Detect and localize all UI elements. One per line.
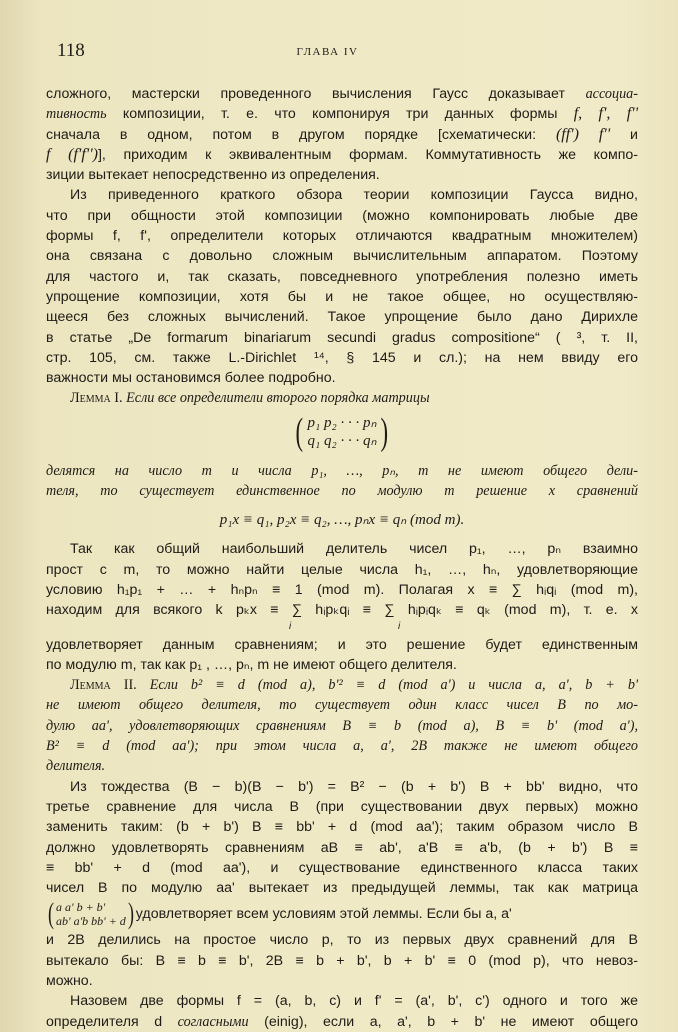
emphasis: согласными — [177, 1013, 249, 1030]
congruence-system: p₁x ≡ q₁, p₂x ≡ q₂, …, pₙx ≡ qₙ (mod m). — [219, 512, 465, 529]
text: сначала в одном, потом в другом порядке [схематически: — [46, 126, 556, 143]
text: определителя d — [46, 1013, 178, 1030]
lemma-statement-line: дулю aa', удовлетворяющих сравнениям B ≡ b (mod a), B ≡ b' (mod a'), — [46, 717, 638, 734]
text-line: находим для всякого k pₖx ≡ ∑ hᵢpₖqᵢ ≡ ∑ hᵢpᵢqₖ ≡ qₖ (mod m), т. е. x — [46, 602, 638, 619]
page-body — [46, 84, 638, 1032]
page-header — [57, 40, 598, 64]
page-number: 118 — [57, 40, 85, 61]
text-line: чисел B по модулю aa' вытекает из предыдущей леммы, так как матрица — [46, 880, 638, 897]
text: и — [610, 126, 638, 143]
proof-lemma-1 — [46, 539, 638, 675]
matrix-row: a a' b + b' — [56, 900, 106, 915]
emphasis: ассоциа- — [585, 86, 638, 102]
text-line: в статье „De formarum binariarum secundi gradus compositione“ ( ³, т. II, — [46, 329, 638, 346]
text: (einig), если a, a', b + b' не имеют общего — [248, 1013, 638, 1030]
text-line: заменить таким: (b + b') B ≡ bb' + d (mod aa'); таким образом число B — [46, 819, 638, 836]
text-line: упрощение композиции, хотя бы и не такое общее, но осуществляю- — [46, 288, 638, 305]
text-line: и 2B делились на простое число p, то из первых двух сравнений для B — [46, 932, 638, 949]
lemma-statement: Если b² ≡ d (mod a), b'² ≡ d (mod a') и числа a, a', b + b' — [136, 677, 638, 694]
text: ], приходим к эквивалентным формам. Коммутативность же компо- — [97, 146, 638, 163]
paragraph-dirichlet — [46, 185, 638, 388]
lemma-statement-line: не имеют общего делителя, то существует один класс чисел B по мо- — [46, 697, 638, 714]
text-line: зиции вытекает непосредственно из определения. — [46, 167, 380, 184]
text-line: условию h₁p₁ + … + hₙpₙ ≡ 1 (mod m). Полагая x ≡ ∑ hᵢqᵢ (mod m), — [46, 581, 638, 598]
text-line: щееся без сложных вычислений. Такое упрощение было дано Дирихле — [46, 309, 638, 326]
math: (ff') f'' — [555, 125, 611, 143]
text-line: Из приведенного краткого обзора теории композиции Гаусса видно, — [70, 187, 638, 204]
text-line: она связана с довольно сложным вычислительным аппаратом. Поэтому — [46, 248, 638, 265]
matrix-lemma-2: ( a a' b + b' ab' a'b bb' + d ) — [48, 897, 134, 931]
lemma-statement-line: делятся на число m и числа p₁, …, pₙ, m не имеют общего дели- — [46, 462, 638, 479]
text-line: можно. — [46, 972, 93, 989]
text: композиции, т. е. что компонируя три данных формы — [106, 106, 574, 123]
text-line: стр. 105, см. также L.-Dirichlet ¹⁴, § 145 и сл.); на нем ввиду его — [46, 349, 638, 366]
text: удовлетворяет всем условиям этой леммы. Если бы a, a' — [135, 906, 512, 923]
text-line: что при общности этой композиции (можно компонировать любые две — [46, 207, 638, 224]
sum-index: i — [289, 620, 292, 632]
text-line: формы f, f', определители которых отличаются квадратным множителем) — [46, 228, 638, 245]
lemma-label: Лемма II. — [70, 677, 137, 694]
paragraph-associativity — [46, 84, 638, 185]
text-line: ≡ bb' + d (mod aa'), и существование единственного класса таких — [46, 859, 638, 876]
lemma-1 — [46, 388, 638, 539]
text-line: Из тождества (B − b)(B − b') = B² − (b + b') B + bb' видно, что — [70, 778, 638, 795]
text-line: для частого и, так сказать, повседневного употребления полезно иметь — [46, 268, 638, 285]
proof-lemma-2 — [46, 777, 638, 992]
chapter-title: ГЛАВА IV — [296, 46, 359, 58]
lemma-statement-line: B² ≡ d (mod aa'); при этом числа a, a', 2B также не имеют общего — [46, 738, 638, 755]
lemma-statement-line: теля, то существует единственное по модулю m решение x сравнений — [46, 483, 638, 500]
text-line: вытекало бы: B ≡ b ≡ b', 2B ≡ b + b', b + b' ≡ 0 (mod p), что невоз- — [46, 952, 638, 969]
matrix-display — [46, 410, 638, 461]
lemma-2 — [46, 675, 638, 776]
text-line: по модулю m, так как p₁ , …, pₙ, m не имеют общего делителя. — [46, 656, 457, 673]
matrix-p-q: ( p₁ p₂ · · · pₙ q₁ q₂ · · · qₙ ) — [295, 410, 389, 453]
text-line: прост с m, то можно найти целые числа h₁, …, hₙ, удовлетворяющие — [46, 561, 638, 578]
math: f (f'f'') — [46, 145, 98, 163]
text-line: третье сравнение для числа B (при существовании двух первых) можно — [46, 798, 638, 815]
lemma-statement-line: делителя. — [46, 758, 106, 775]
text-line: удовлетворяет данным сравнениям; и это решение будет единственным — [46, 636, 638, 653]
text-line: важности мы остановимся более подробно. — [46, 370, 336, 387]
text: сложного, мастерски проведенного вычисления Гаусс доказывает — [46, 86, 586, 102]
math: f, f', f'' — [573, 105, 638, 123]
matrix-row: p₁ p₂ · · · pₙ — [307, 414, 377, 431]
paragraph-concordant-forms — [46, 991, 638, 1032]
text-line: должно удовлетворять сравнениям aB ≡ ab', a'B ≡ a'b, (b + b') B ≡ — [46, 839, 638, 856]
text-line: Так как общий наибольший делитель чисел p₁, …, pₙ взаимно — [70, 541, 638, 558]
lemma-statement: Если все определители второго порядка матрицы — [122, 390, 430, 407]
matrix-row: q₁ q₂ · · · qₙ — [307, 432, 377, 449]
matrix-row: ab' a'b bb' + d — [56, 914, 126, 929]
text-line: Назовем две формы f = (a, b, c) и f' = (a', b', c') одного и того же — [70, 993, 638, 1010]
emphasis: тивность — [46, 106, 107, 123]
lemma-label: Лемма I. — [70, 390, 123, 407]
sum-index: i — [398, 620, 401, 632]
